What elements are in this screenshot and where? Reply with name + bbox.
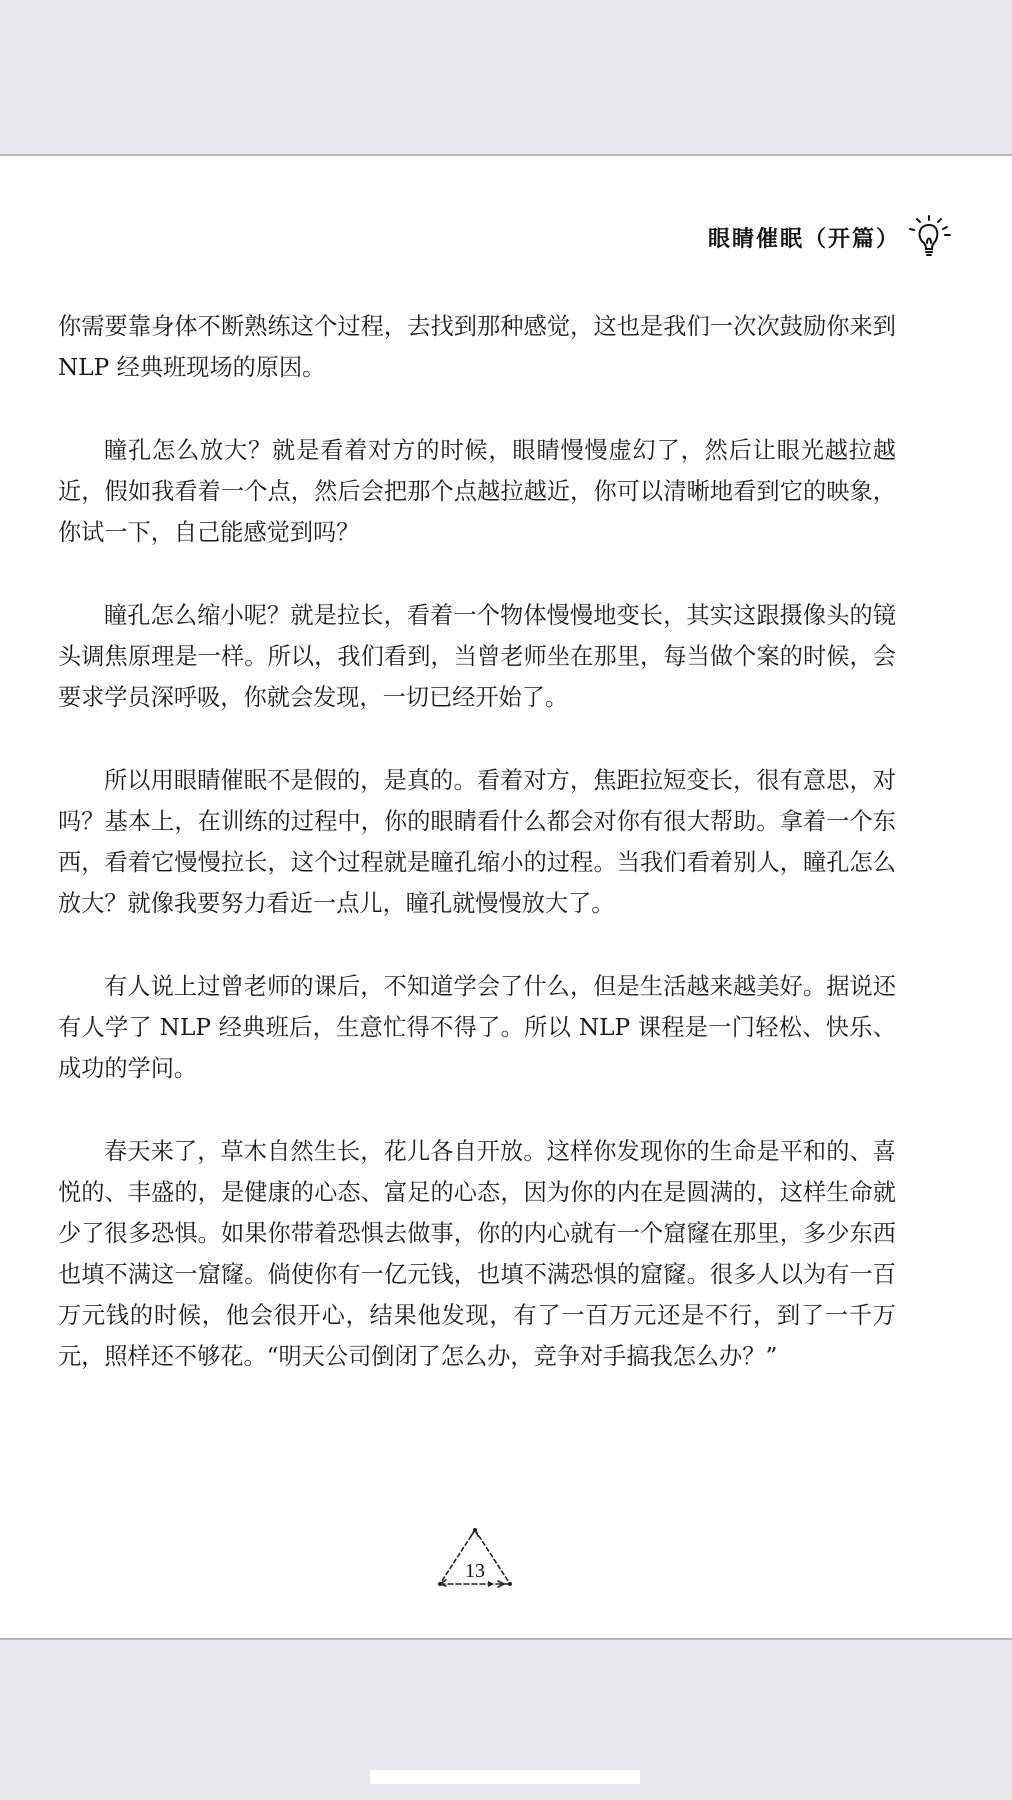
- paragraph-1: 你需要靠身体不断熟练这个过程，去找到那种感觉，这也是我们一次次鼓励你来到 NLP 经典班现场的原因。: [58, 313, 896, 381]
- running-header: 眼睛催眠（开篇）: [707, 227, 900, 252]
- page-number-footer: [432, 1526, 518, 1592]
- paragraph-5: 有人说上过曾老师的课后，不知道学会了什么，但是生活越来越美好。据说还有人学了 NLP 经典班后，生意忙得不得了。所以 NLP 课程是一门轻松、快乐、成功的学问。: [58, 973, 896, 1082]
- book-page: [0, 154, 1012, 1640]
- lightbulb-icon: [906, 213, 956, 263]
- paragraph-6: 春天来了，草木自然生长，花儿各自开放。这样你发现你的生命是平和的、喜悦的、丰盛的，是健康的心态、富足的心态，因为你的内在是圆满的，这样生命就少了很多恐惧。如果你带着恐惧去做事，你的内心就有一个窟窿在那里，多少东西也填不满这一窟窿。倘使你有一亿元钱，也填不满恐惧的窟窿。很多人以为有一百万元钱的时候，他会很开心，结果他发现，有了一百万元还是不行，到了一千万元，照样还不够花。“明天公司倒闭了怎么办，竞争对手搞我怎么办？”: [58, 1138, 896, 1370]
- body-text: [58, 306, 896, 1419]
- home-indicator[interactable]: [370, 1770, 640, 1784]
- paragraph-3: 瞳孔怎么缩小呢？就是拉长，看着一个物体慢慢地变长，其实这跟摄像头的镜头调焦原理是一样。所以，我们看到，当曾老师坐在那里，每当做个案的时候，会要求学员深呼吸，你就会发现，一切已经开始了。: [58, 602, 896, 711]
- paragraph-2: 瞳孔怎么放大？就是看着对方的时候，眼睛慢慢虚幻了，然后让眼光越拉越近，假如我看着一个点，然后会把那个点越拉越近，你可以清晰地看到它的映象，你试一下，自己能感觉到吗？: [58, 437, 896, 546]
- paragraph-4: 所以用眼睛催眠不是假的，是真的。看着对方，焦距拉短变长，很有意思，对吗？基本上，在训练的过程中，你的眼睛看什么都会对你有很大帮助。拿着一个东西，看着它慢慢拉长，这个过程就是瞳孔缩小的过程。当我们看着别人，瞳孔怎么放大？就像我要努力看近一点儿，瞳孔就慢慢放大了。: [58, 767, 896, 917]
- page-number: 13: [465, 1560, 485, 1582]
- top-margin: [0, 0, 1012, 154]
